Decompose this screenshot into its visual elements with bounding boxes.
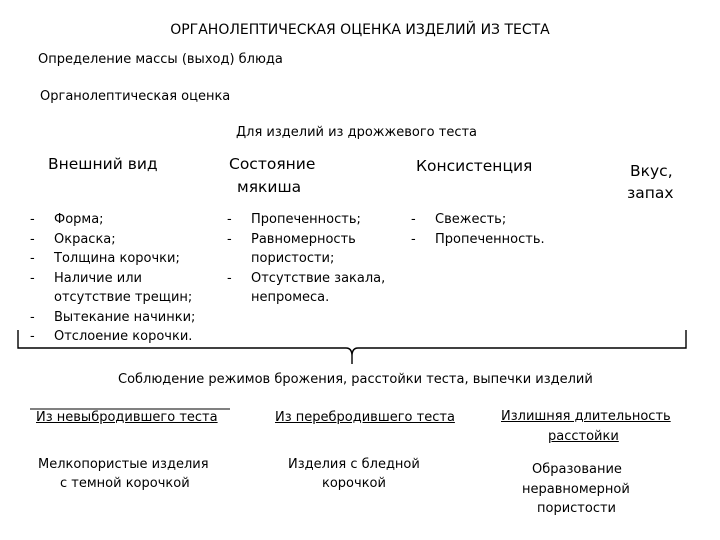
- list-item: - Равномерность пористости;: [227, 231, 356, 266]
- list-item: - Толщина корочки;: [30, 251, 180, 266]
- effect-fine-pored-line1: Мелкопористые изделия: [38, 457, 209, 472]
- subtitle-organoleptic: Органолептическая оценка: [40, 89, 231, 104]
- list-item: - Свежесть;: [411, 212, 507, 227]
- header-taste-line2: запах: [627, 184, 674, 202]
- cause-long-proofing-line1: Излишняя длительность: [501, 409, 671, 424]
- cause-underfermented: Из невыбродившего теста: [36, 410, 218, 425]
- list-item: - Отслоение корочки.: [30, 329, 193, 344]
- list-item: - Форма;: [30, 212, 104, 227]
- list-item: - Окраска;: [30, 231, 116, 247]
- header-taste-line1: Вкус,: [630, 162, 673, 180]
- list-item: - Пропеченность;: [227, 212, 361, 227]
- list-item: - Наличие или отсутствие трещин;: [30, 270, 193, 305]
- page-title: ОРГАНОЛЕПТИЧЕСКАЯ ОЦЕНКА ИЗДЕЛИЙ ИЗ ТЕСТА: [170, 22, 550, 38]
- header-crumb-line1: Состояние: [229, 155, 316, 173]
- effect-uneven-line2: неравномерной: [522, 482, 630, 497]
- cause-long-proofing-line2: расстойки: [548, 429, 619, 444]
- header-appearance: Внешний вид: [48, 155, 158, 173]
- effect-uneven-line1: Образование: [532, 462, 622, 477]
- subtitle-mass: Определение массы (выход) блюда: [38, 52, 283, 67]
- list-item: - Вытекание начинки;: [30, 309, 196, 325]
- effect-fine-pored-line2: с темной корочкой: [60, 476, 190, 491]
- header-crumb-line2: мякиша: [237, 178, 302, 196]
- effect-pale-line1: Изделия с бледной: [288, 457, 420, 472]
- section-heading: Для изделий из дрожжевого теста: [236, 125, 478, 140]
- mode-text: Соблюдение режимов брожения, расстойки теста, выпечки изделий: [118, 372, 593, 387]
- list-item: - Отсутствие закала, непромеса.: [227, 270, 386, 305]
- effect-pale-line2: корочкой: [322, 476, 386, 491]
- header-consistency: Консистенция: [416, 157, 533, 175]
- effect-uneven-line3: пористости: [537, 501, 616, 516]
- cause-overfermented: Из перебродившего теста: [275, 410, 455, 425]
- list-item: - Пропеченность.: [411, 231, 545, 247]
